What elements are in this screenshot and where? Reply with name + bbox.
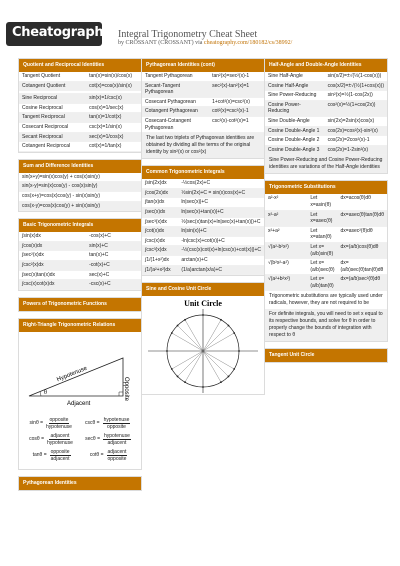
table-cell: csc(x)=1/sin(x) [86,122,141,132]
table-row [265,91,387,101]
ratio-numerator: opposite [49,416,69,423]
circle-point [177,376,179,378]
ratio-denominator: adjacent [50,455,70,462]
angle-ray [203,320,221,351]
table-cell: csc²(x)-cot²(x)=1 [209,116,264,132]
ratio-fraction [103,433,131,446]
table-cell: √(a²+b²x²) [265,275,307,291]
table-cell: Secant Reciprocal [19,132,86,142]
sum-difference-table [19,173,141,211]
table-cell: Secant-Tangent Pythagorean [142,81,209,97]
table-row [19,113,141,123]
table-cell: -½cos(2x)+C [178,179,264,188]
table-row [19,241,141,251]
table-row [142,227,264,237]
table-cell: ∫csc³(x)dx [142,246,178,256]
table-row [19,173,141,182]
powers-section [18,297,142,312]
trig-ratio [30,417,72,430]
table-cell: tan(x)+C [86,251,141,261]
table-cell: ∫sin(x)dx [19,232,86,241]
table-row [265,116,387,126]
byline-author: by CROSSANT (CROSSANT) via [118,40,204,46]
table-cell: ln|sec(x)+tan(x)|+C [178,207,264,217]
table-row [142,97,264,107]
table-cell: cot²(x)=csc²(x)-1 [209,107,264,117]
table-cell: Let x=(a/b)tan(θ) [307,275,337,291]
table-cell: cos(x)=1/sec(x) [86,103,141,113]
ratio-fraction [50,449,71,462]
circle-point [171,332,173,334]
table-cell: dx=asec²(θ)dθ [338,226,388,242]
table-row [265,259,387,275]
theta-label: θ [44,389,47,396]
angle-ray [203,351,228,376]
ratio-denominator: opposite [107,423,126,430]
table-cell: ∫csc²(x)dx [19,260,86,270]
opposite-label: Opposite [123,376,129,401]
table-cell: ∫tan(x)dx [142,198,178,208]
table-cell: Cosine Double-Angle 1 [265,126,325,136]
table-row [265,72,387,81]
ratio-row [23,417,137,430]
table-cell: ∫csc(x)dx [142,236,178,246]
table-cell: sec(x)+C [86,270,141,280]
substitutions-table [265,194,387,291]
table-row [19,260,141,270]
table-cell: sin(x/2)=±√(½(1-cos(x))) [325,72,387,81]
table-cell: ln|sec(x)|+C [178,198,264,208]
table-cell: -cos(x)+C [86,232,141,241]
table-row [19,132,141,142]
table-cell: Cosine Power-Reducing [265,100,325,116]
table-cell: ½(sec(x)tan(x)+ln|sec(x)+tan(x)|)+C [178,217,264,227]
angle-ray [185,320,203,351]
section-header: Tangent Unit Circle [265,349,387,362]
table-cell: Tangent Pythagorean [142,72,209,81]
section-header: Quotient and Reciprocal Identities [19,59,141,72]
table-cell: a²-x² [265,194,307,210]
circle-point [184,381,186,383]
section-header: Right-Triangle Trigonometric Relations [19,319,141,332]
angle-ray [203,333,234,351]
table-cell: ∫sin(2x)dx [142,179,178,188]
table-row [265,210,387,226]
angle-ray [178,351,203,376]
table-cell: ∫sec²(x)dx [19,251,86,261]
table-cell: ∫1/(1+x²)dx [142,255,178,265]
table-cell: cot(x)=1/tan(x) [86,142,141,152]
angle-ray [203,326,228,351]
table-cell: Let x=asin(θ) [307,194,337,210]
circle-point [228,376,230,378]
table-cell: cos²(x)=½(1+cos(2x)) [325,100,387,116]
table-cell: dx=(a/b)sec²(θ)dθ [338,275,388,291]
pythagorean-cont-section [141,58,265,159]
table-cell: cos(x/2)=±√(½(1+cos(x))) [325,81,387,91]
table-row [19,72,141,81]
sheet-title: Integral Trigonometry Cheat Sheet [118,29,258,40]
table-cell: x²-a² [265,210,307,226]
table-cell: Sine Half-Angle [265,72,325,81]
table-cell: sin(x)+C [86,241,141,251]
table-row [142,246,264,256]
angle-ray [172,333,203,351]
section-header: Basic Trigonometric Integrals [19,219,141,232]
sum-difference-section [18,159,142,212]
trig-ratio [33,449,71,462]
section-header: Sine and Cosine Unit Circle [142,283,264,296]
circle-point [233,368,235,370]
pythagorean-section [18,476,142,491]
table-cell: ∫1/(a²+x²)dx [142,265,178,275]
table-row [19,94,141,104]
circle-point [171,368,173,370]
adjacent-label: Adjacent [67,400,91,407]
table-row [142,255,264,265]
table-cell: Let x=atan(θ) [307,226,337,242]
table-row [265,136,387,146]
column-middle [141,58,265,401]
section-header: Pythagorean Identities [19,477,141,490]
pythagorean-note: The last two triplets of Pythagorean identities are obtained by dividing all the terms of the original identity by sin²(x) or cos²(x) [142,133,264,158]
table-cell: tan(x)=sin(x)/cos(x) [86,72,141,81]
table-cell: Sine Double-Angle [265,116,325,126]
logo-text: Cheatography [12,25,112,40]
table-row [142,72,264,81]
table-cell: dx=acos(θ)dθ [338,194,388,210]
table-cell: sin(x)=1/csc(x) [86,94,141,104]
table-cell: Cosine Double-Angle 2 [265,136,325,146]
table-cell: dx=(a/b)cos(θ)dθ [338,242,388,258]
right-triangle-diagram [19,332,141,412]
circle-point [202,314,204,316]
ratio-row [23,433,137,446]
substitution-note-1: Trigonometric substitutions are typically used under radicals, however, they are not required to be [265,291,387,309]
common-integrals-table [142,179,264,275]
tangent-circle-section [264,348,388,363]
table-cell: Sine Power-Reducing [265,91,325,101]
table-row [142,265,264,275]
circle-point [220,319,222,321]
table-cell: ∫sec(x)dx [142,207,178,217]
table-cell: Cotangent Pythagorean [142,107,209,117]
table-row [142,116,264,132]
table-cell: arctan(x)+C [178,255,264,265]
table-cell: ln|sin(x)|+C [178,227,264,237]
unit-circle-section [141,282,265,395]
unit-circle-title: Unit Circle [184,299,222,309]
section-header: Sum and Difference Identities [19,160,141,173]
table-cell: -cot(x)+C [86,260,141,270]
right-triangle-section [18,318,142,470]
ratio-numerator: adjacent [50,432,70,439]
table-cell: cos(x+y)=cos(x)cos(y) - sin(x)sin(y) [19,191,141,201]
table-cell: cos(2x)=cos²(x)-sin²(x) [325,126,387,136]
table-row [19,280,141,290]
angle-ray [203,351,234,369]
table-cell: Tangent Reciprocal [19,113,86,123]
ratio-denominator: opposite [107,455,127,462]
ratio-fraction [103,417,131,430]
angle-ray [172,351,203,369]
table-cell: x²+a² [265,226,307,242]
ratio-lhs: tanθ = [32,452,47,459]
table-cell: Cosecant-Cotangent Pythagorean [142,116,209,132]
table-cell: cos(2x)=2cos²(x)-1 [325,136,387,146]
ratio-row [23,449,137,462]
table-cell: cot(x)=cos(x)/sin(x) [86,81,141,91]
right-angle-mark [119,392,123,396]
trig-ratio [85,417,130,430]
basic-integrals-table [19,232,141,290]
ratio-denominator: hypotenuse [47,439,73,446]
ratio-numerator: adjacent [107,448,127,455]
table-cell: ∫cos(x)dx [19,241,86,251]
table-row [142,198,264,208]
table-cell: Let x=(a/b)sec(θ) [307,259,337,275]
substitution-note-2: For definite integrals, you will need to set x equal to its respective bounds, and solve for θ in order to properly change the bounds of integration with respect to θ [265,309,387,341]
table-row [265,194,387,210]
basic-integrals-section [18,218,142,291]
ratio-fraction [46,417,72,430]
table-cell: sec²(x)-tan²(x)=1 [209,81,264,97]
table-cell: sin(2x)=2sin(x)cos(x) [325,116,387,126]
table-cell: tan(x)=1/cot(x) [86,113,141,123]
table-row [19,182,141,192]
table-cell: Cosecant Pythagorean [142,97,209,107]
table-cell: cos(x-y)=cos(x)cos(y) + sin(x)sin(y) [19,201,141,211]
table-cell: √(a²-b²x²) [265,242,307,258]
table-row [19,81,141,91]
ratio-lhs: cosθ = [29,436,44,443]
ratio-numerator: hypotenuse [103,416,130,423]
table-cell: (1/a)arctan(x/a)+C [178,265,264,275]
ratio-numerator: hypotenuse [104,432,130,439]
table-row [19,270,141,280]
table-row [19,251,141,261]
table-row [19,122,141,132]
half-double-note: Sine Power-Reducing and Cosine Power-Reducing identities are variations of the Half-Angle identities [265,155,387,173]
table-cell: ∫cos(2x)dx [142,188,178,198]
table-row [142,179,264,188]
table-row [19,201,141,211]
table-cell: Tangent Quotient [19,72,86,81]
table-cell: √(b²x²-a²) [265,259,307,275]
pythagorean-table [142,72,264,133]
table-cell: Cosine Double-Angle 3 [265,145,325,155]
circle-point [220,381,222,383]
section-header: Half-Angle and Double-Angle Identities [265,59,387,72]
table-cell: Let x=(a/b)sin(θ) [307,242,337,258]
ratio-fraction [107,449,128,462]
circle-point [184,319,186,321]
ratio-lhs: secθ = [85,436,100,443]
table-cell: dx=asec(θ)tan(θ)dθ [338,210,388,226]
table-cell: Cotangent Quotient [19,81,86,91]
circle-point [202,386,204,388]
ratio-lhs: cotθ = [89,452,104,459]
table-row [142,107,264,117]
angle-ray [203,351,221,382]
table-row [265,226,387,242]
table-cell: Let x=asec(θ) [307,210,337,226]
trig-ratio [29,433,73,446]
ratio-lhs: cscθ = [84,420,100,427]
angle-arc [40,392,41,396]
table-row [19,142,141,152]
table-row [19,232,141,241]
table-cell: sin(x-y)=sin(x)cos(y) - cos(x)sin(y) [19,182,141,192]
page-header [0,0,400,48]
cheatography-logo[interactable] [6,22,112,46]
quotient-reciprocal-section [18,58,142,153]
table-row [142,236,264,246]
circle-point [166,350,168,352]
table-cell: sin(x+y)=sin(x)cos(y) + cos(x)sin(y) [19,173,141,182]
table-cell: tan²(x)=sec²(x)-1 [209,72,264,81]
section-header: Trigonometric Substitutions [265,181,387,194]
table-cell: sin²(x)=½(1-cos(2x)) [325,91,387,101]
section-header: Powers of Trigonometric Functions [19,298,141,311]
trig-ratio [85,433,131,446]
ratio-lhs: sinθ = [29,420,44,427]
table-cell: cos(2x)=1-2sin²(x) [325,145,387,155]
table-row [142,207,264,217]
table-cell: 1+cot²(x)=csc²(x) [209,97,264,107]
table-cell: Sine Reciprocal [19,94,86,104]
table-cell: Cosine Reciprocal [19,103,86,113]
circle-point [233,332,235,334]
table-cell: Cosine Half-Angle [265,81,325,91]
table-cell: ∫sec³(x)dx [142,217,178,227]
table-cell: ∫csc(x)cot(x)dx [19,280,86,290]
table-cell: ½sin(2x)+C = sin(x)cos(x)+C [178,188,264,198]
ratio-denominator: adjacent [107,439,127,446]
table-cell: Cosecant Reciprocal [19,122,86,132]
column-right [264,58,388,369]
ratio-denominator: hypotenuse [46,423,72,430]
byline-link[interactable]: cheatography.com/180182/cs/38992/ [203,40,293,46]
half-double-table [265,72,387,155]
table-row [265,81,387,91]
table-row [142,81,264,97]
common-integrals-section [141,165,265,276]
table-cell: ∫cot(x)dx [142,227,178,237]
table-row [265,145,387,155]
table-row [265,242,387,258]
hypotenuse-label: Hypotenuse [56,365,89,383]
table-cell: -ln|csc(x)+cot(x)|+C [178,236,264,246]
circle-point [177,325,179,327]
trig-ratio-block [19,412,141,469]
section-header: Pythagorean Identities (cont) [142,59,264,72]
table-row [19,191,141,201]
unit-circle-diagram [142,296,264,394]
table-cell: sec(x)=1/cos(x) [86,132,141,142]
table-row [142,188,264,198]
quotient-reciprocal-table [19,72,141,152]
ratio-numerator: opposite [50,448,70,455]
section-header: Common Trigonometric Integrals [142,166,264,179]
table-cell: dx=(a/b)sec(θ)tan(θ)dθ [338,259,388,275]
ratio-fraction [47,433,73,446]
table-row [265,100,387,116]
angle-ray [185,351,203,382]
table-row [265,275,387,291]
sheet-byline [118,40,292,46]
table-cell: ∫sec(x)tan(x)dx [19,270,86,280]
table-cell: Cotangent Reciprocal [19,142,86,152]
column-left [18,58,142,497]
circle-point [238,350,240,352]
table-cell: -½(csc(x)cot(x)+ln|csc(x)+cot(x)|)+C [178,246,264,256]
trig-ratio [90,449,128,462]
table-row [265,126,387,136]
substitutions-section [264,180,388,342]
table-row [19,103,141,113]
table-row [142,217,264,227]
half-double-section [264,58,388,174]
angle-ray [178,326,203,351]
table-cell: -csc(x)+C [86,280,141,290]
circle-point [228,325,230,327]
